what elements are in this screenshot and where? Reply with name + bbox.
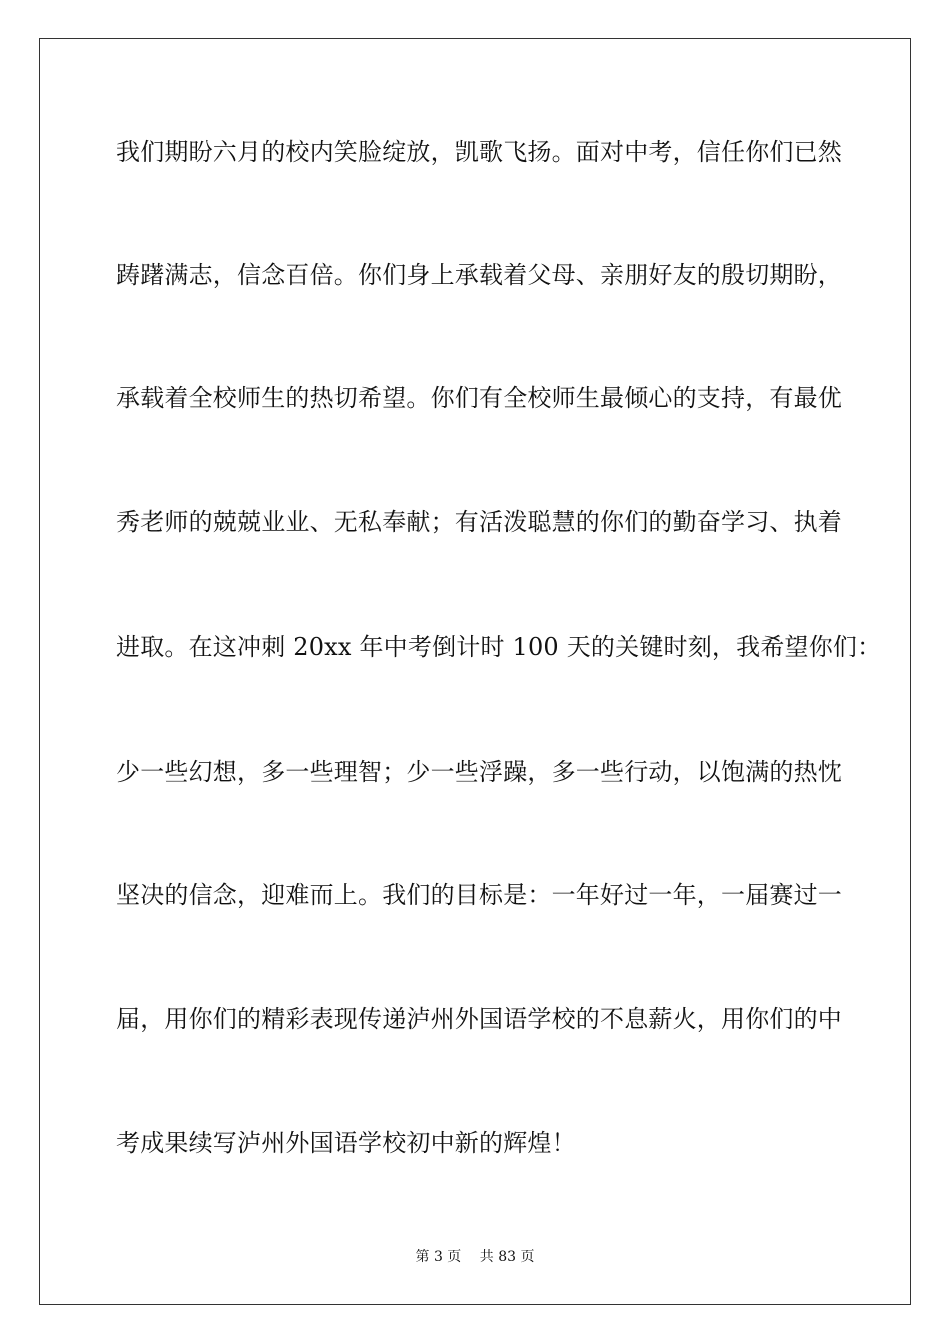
body-text-line-7: 坚决的信念，迎难而上。我们的目标是：一年好过一年，一届赛过一 <box>116 881 842 909</box>
body-text-line-8: 届，用你们的精彩表现传递泸州外国语学校的不息薪火，用你们的中 <box>116 1005 842 1033</box>
body-text-line-2: 踌躇满志，信念百倍。你们身上承载着父母、亲朋好友的殷切期盼， <box>116 261 842 289</box>
body-text-line-3: 承载着全校师生的热切希望。你们有全校师生最倾心的支持，有最优 <box>116 384 842 412</box>
body-text-line-1: 我们期盼六月的校内笑脸绽放，凯歌飞扬。面对中考，信任你们已然 <box>116 138 842 166</box>
body-text-line-5: 进取。在这冲刺 20xx 年中考倒计时 100 天的关键时刻，我希望你们： <box>116 633 882 661</box>
page-border <box>39 38 911 1305</box>
page-number: 第 3 页 <box>415 1249 462 1265</box>
body-text-line-4: 秀老师的兢兢业业、无私奉献；有活泼聪慧的你们的勤奋学习、执着 <box>116 508 842 536</box>
body-text-line-9: 考成果续写泸州外国语学校初中新的辉煌！ <box>116 1129 576 1157</box>
body-text-line-6: 少一些幻想，多一些理智；少一些浮躁，多一些行动，以饱满的热忱 <box>116 758 842 786</box>
total-pages: 共 83 页 <box>479 1249 535 1265</box>
page-footer <box>0 1248 950 1266</box>
